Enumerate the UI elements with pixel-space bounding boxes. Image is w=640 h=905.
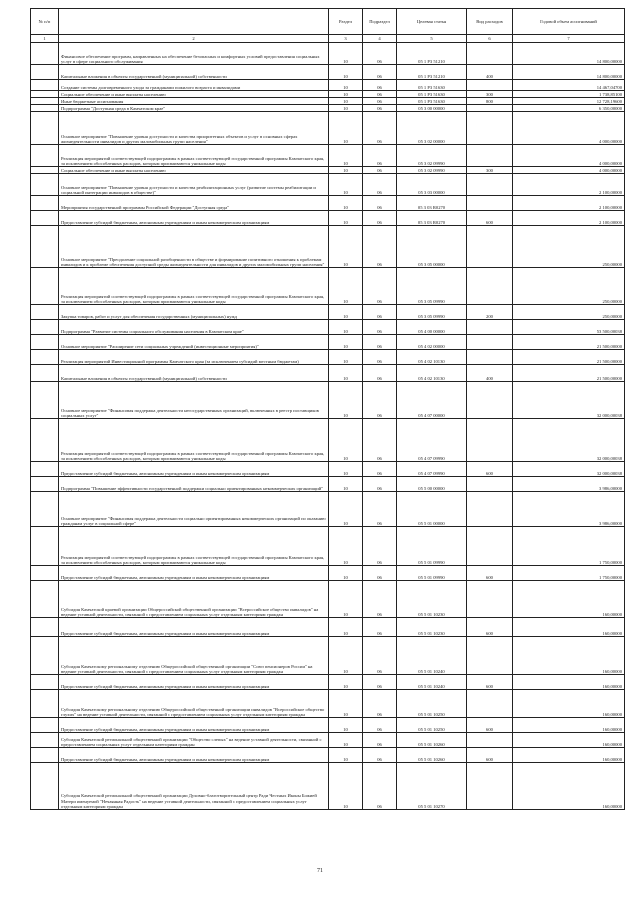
- row-number-cell: [31, 763, 59, 810]
- row-expense-type-cell: [467, 226, 513, 268]
- row-number-cell: [31, 637, 59, 675]
- row-target-article-cell: 05 3 03 R0270: [397, 196, 467, 211]
- row-razdel-cell: 10: [329, 320, 363, 335]
- header-annual-amount: Годовой объем ассигнований: [513, 9, 625, 35]
- row-razdel-cell: 10: [329, 527, 363, 566]
- row-podrazdel-cell: 06: [363, 226, 397, 268]
- row-razdel-cell: 10: [329, 637, 363, 675]
- row-name-cell: Основное мероприятие "Финансовая поддержка деятельности негосударственных организаций, включенных в реестр поставщиков социальных услуг": [59, 382, 329, 419]
- row-amount-cell: 2 100,00000: [513, 196, 625, 211]
- row-razdel-cell: 10: [329, 477, 363, 492]
- table-row: [31, 80, 625, 91]
- row-razdel-cell: 10: [329, 419, 363, 462]
- row-expense-type-cell: [467, 763, 513, 810]
- table-row: [31, 690, 625, 718]
- row-target-article-cell: 05 3 02 00000: [397, 112, 467, 145]
- row-name-cell: Основное мероприятие "Преодоление социальной разобщенности в обществе и формирование позитивного отношения к проблемам инвалидов и к проблеме обеспечения доступной среды жизнедеятельности для инвалидов и других маломобильных групп населения": [59, 226, 329, 268]
- row-amount-cell: 12 728,19600: [513, 98, 625, 105]
- row-name-cell: Предоставление субсидий бюджетным, автономным учреждениям и иным некоммерческим организациям: [59, 211, 329, 226]
- page-number: 71: [317, 868, 323, 874]
- row-name-cell: Предоставление субсидий бюджетным, автономным учреждениям и иным некоммерческим организациям: [59, 718, 329, 733]
- table-row: [31, 566, 625, 581]
- row-target-article-cell: 05 3 05 09990: [397, 305, 467, 320]
- row-name-cell: Реализация мероприятий Инвестиционной программы Камчатского края (за исключением субсидий местным бюджетам): [59, 350, 329, 365]
- row-target-article-cell: 05 5 01 10240: [397, 637, 467, 675]
- row-podrazdel-cell: 06: [363, 268, 397, 305]
- row-name-cell: Иные бюджетные ассигнования: [59, 98, 329, 105]
- row-podrazdel-cell: 06: [363, 80, 397, 91]
- row-target-article-cell: 05 1 P3 51630: [397, 98, 467, 105]
- row-number-cell: [31, 112, 59, 145]
- row-name-cell: Субсидия Камчатскому региональному отделению Общероссийской общественной организации "Союз пенсионеров России" на ведение уставной деятельности, связанной с предоставлением социальных услуг отдельным категориям граждан: [59, 637, 329, 675]
- row-podrazdel-cell: 06: [363, 527, 397, 566]
- row-podrazdel-cell: 06: [363, 637, 397, 675]
- row-expense-type-cell: [467, 690, 513, 718]
- row-number-cell: [31, 618, 59, 637]
- row-number-cell: [31, 226, 59, 268]
- table-row: [31, 91, 625, 98]
- column-index: 5: [397, 35, 467, 43]
- row-number-cell: [31, 268, 59, 305]
- table-row: [31, 167, 625, 174]
- row-amount-cell: 2 100,00000: [513, 211, 625, 226]
- row-podrazdel-cell: 06: [363, 112, 397, 145]
- row-podrazdel-cell: 06: [363, 566, 397, 581]
- row-name-cell: Создание системы долговременного ухода за гражданами пожилого возраста и инвалидами: [59, 80, 329, 91]
- row-target-article-cell: 05 4 07 09990: [397, 419, 467, 462]
- row-amount-cell: 3 986,00000: [513, 477, 625, 492]
- row-number-cell: [31, 305, 59, 320]
- row-expense-type-cell: 200: [467, 305, 513, 320]
- header-expense-type: Вид расходов: [467, 9, 513, 35]
- table-row: [31, 305, 625, 320]
- row-expense-type-cell: 300: [467, 91, 513, 98]
- row-razdel-cell: 10: [329, 690, 363, 718]
- header-target-article: Целевая статья: [397, 9, 467, 35]
- row-name-cell: Реализация мероприятий соответствующей подпрограммы в рамках соответствующей государственной программы Камчатского края, за исключением обособленных расходов, которым присваиваются уникальные коды: [59, 527, 329, 566]
- row-name-cell: Основное мероприятие "Повышение уровня доступности и качества реабилитационных услуг (развитие системы реабилитации и социальной интеграции инвалидов в обществе)": [59, 174, 329, 196]
- row-target-article-cell: 05 5 00 00000: [397, 477, 467, 492]
- table-row: [31, 226, 625, 268]
- column-index: 6: [467, 35, 513, 43]
- column-index-row: [31, 35, 625, 43]
- row-razdel-cell: 10: [329, 167, 363, 174]
- row-expense-type-cell: [467, 382, 513, 419]
- row-amount-cell: 14 467,04700: [513, 80, 625, 91]
- row-target-article-cell: 05 1 P3 51630: [397, 80, 467, 91]
- row-number-cell: [31, 492, 59, 527]
- row-expense-type-cell: [467, 581, 513, 618]
- row-podrazdel-cell: 06: [363, 733, 397, 748]
- row-podrazdel-cell: 06: [363, 211, 397, 226]
- table-row: [31, 350, 625, 365]
- row-razdel-cell: 10: [329, 763, 363, 810]
- row-expense-type-cell: [467, 80, 513, 91]
- row-podrazdel-cell: 06: [363, 365, 397, 382]
- row-amount-cell: 160,00000: [513, 733, 625, 748]
- row-amount-cell: 250,00000: [513, 305, 625, 320]
- row-expense-type-cell: 800: [467, 98, 513, 105]
- row-razdel-cell: 10: [329, 145, 363, 167]
- row-target-article-cell: 05 4 07 00000: [397, 382, 467, 419]
- row-razdel-cell: 10: [329, 350, 363, 365]
- table-row: [31, 43, 625, 65]
- row-amount-cell: 32 000,00038: [513, 462, 625, 477]
- row-name-cell: Закупка товаров, работ и услуг для обеспечения государственных (муниципальных) нужд: [59, 305, 329, 320]
- row-amount-cell: 4 000,00000: [513, 145, 625, 167]
- row-podrazdel-cell: 06: [363, 675, 397, 690]
- table-row: [31, 112, 625, 145]
- header-row: [31, 9, 625, 35]
- row-razdel-cell: 10: [329, 382, 363, 419]
- row-expense-type-cell: 600: [467, 566, 513, 581]
- table-row: [31, 174, 625, 196]
- row-amount-cell: 160,00000: [513, 763, 625, 810]
- header-num: № п/п: [31, 9, 59, 35]
- row-name-cell: Предоставление субсидий бюджетным, автономным учреждениям и иным некоммерческим организациям: [59, 748, 329, 763]
- table-row: [31, 637, 625, 675]
- row-name-cell: Подпрограмма "Доступная среда в Камчатском крае": [59, 105, 329, 112]
- row-podrazdel-cell: 06: [363, 196, 397, 211]
- row-podrazdel-cell: 06: [363, 43, 397, 65]
- row-name-cell: Реализация мероприятий соответствующей подпрограммы в рамках соответствующей государственной программы Камчатского края, за исключением обособленных расходов, которым присваиваются уникальные коды: [59, 145, 329, 167]
- row-amount-cell: 1 738,85100: [513, 91, 625, 98]
- row-number-cell: [31, 167, 59, 174]
- row-number-cell: [31, 462, 59, 477]
- row-razdel-cell: 10: [329, 675, 363, 690]
- row-name-cell: Реализация мероприятий соответствующей подпрограммы в рамках соответствующей государственной программы Камчатского края, за исключением обособленных расходов, которым присваиваются уникальные коды: [59, 419, 329, 462]
- row-podrazdel-cell: 06: [363, 382, 397, 419]
- row-name-cell: Предоставление субсидий бюджетным, автономным учреждениям и иным некоммерческим организациям: [59, 462, 329, 477]
- row-target-article-cell: 05 4 00 00000: [397, 320, 467, 335]
- row-name-cell: Субсидия Камчатской региональной общественной организации Духовно-благотворительный центр Ради Честных Иконы Божией Матери именуемой "Нечаянная Радость" на ведение уставной деятельности, связанной с предоставлением социальных услуг отдельным категориям граждан: [59, 763, 329, 810]
- row-podrazdel-cell: 06: [363, 320, 397, 335]
- row-name-cell: Предоставление субсидий бюджетным, автономным учреждениям и иным некоммерческим организациям: [59, 675, 329, 690]
- row-target-article-cell: 05 5 01 10250: [397, 718, 467, 733]
- row-expense-type-cell: 300: [467, 167, 513, 174]
- row-amount-cell: 32 000,00038: [513, 382, 625, 419]
- row-expense-type-cell: [467, 419, 513, 462]
- row-expense-type-cell: [467, 733, 513, 748]
- row-razdel-cell: 10: [329, 65, 363, 80]
- row-expense-type-cell: [467, 637, 513, 675]
- row-podrazdel-cell: 06: [363, 65, 397, 80]
- row-number-cell: [31, 335, 59, 350]
- row-razdel-cell: 10: [329, 112, 363, 145]
- table-row: [31, 748, 625, 763]
- row-target-article-cell: 05 5 01 10270: [397, 763, 467, 810]
- row-razdel-cell: 10: [329, 98, 363, 105]
- row-amount-cell: 21 500,00000: [513, 335, 625, 350]
- row-target-article-cell: 05 4 02 10130: [397, 365, 467, 382]
- row-target-article-cell: 05 3 02 09990: [397, 145, 467, 167]
- row-amount-cell: 1 750,00000: [513, 566, 625, 581]
- row-expense-type-cell: [467, 105, 513, 112]
- row-amount-cell: 2 100,00000: [513, 174, 625, 196]
- table-row: [31, 733, 625, 748]
- row-target-article-cell: 05 5 01 10260: [397, 733, 467, 748]
- row-amount-cell: 250,00000: [513, 268, 625, 305]
- row-razdel-cell: 10: [329, 80, 363, 91]
- row-name-cell: Основное мероприятие "Финансовая поддержка деятельности социально ориентированных некоммерческих организаций по оказанию гражданам услуг в социальной сфере": [59, 492, 329, 527]
- row-amount-cell: 21 500,00000: [513, 365, 625, 382]
- row-podrazdel-cell: 06: [363, 492, 397, 527]
- row-number-cell: [31, 65, 59, 80]
- row-amount-cell: 160,00000: [513, 618, 625, 637]
- row-number-cell: [31, 98, 59, 105]
- column-index: 4: [363, 35, 397, 43]
- row-amount-cell: 21 500,00000: [513, 350, 625, 365]
- table-row: [31, 581, 625, 618]
- row-number-cell: [31, 211, 59, 226]
- row-razdel-cell: 10: [329, 581, 363, 618]
- table-row: [31, 335, 625, 350]
- table-row: [31, 419, 625, 462]
- row-name-cell: Подпрограмма "Повышение эффективности государственной поддержки социально ориентированных некоммерческих организаций": [59, 477, 329, 492]
- row-number-cell: [31, 196, 59, 211]
- row-razdel-cell: 10: [329, 462, 363, 477]
- row-name-cell: Подпрограмма "Развитие системы социального обслуживания населения в Камчатском крае": [59, 320, 329, 335]
- header-podrazdel: Подраздел: [363, 9, 397, 35]
- row-podrazdel-cell: 06: [363, 462, 397, 477]
- table-row: [31, 382, 625, 419]
- row-target-article-cell: 05 5 01 10260: [397, 748, 467, 763]
- row-razdel-cell: 10: [329, 492, 363, 527]
- row-amount-cell: 160,00000: [513, 748, 625, 763]
- row-expense-type-cell: [467, 335, 513, 350]
- row-target-article-cell: 05 5 01 10230: [397, 618, 467, 637]
- table-row: [31, 196, 625, 211]
- table-row: [31, 145, 625, 167]
- row-amount-cell: 3 986,00000: [513, 492, 625, 527]
- table-row: [31, 492, 625, 527]
- row-name-cell: Капитальные вложения в объекты государственной (муниципальной) собственности: [59, 365, 329, 382]
- row-razdel-cell: 10: [329, 566, 363, 581]
- row-podrazdel-cell: 06: [363, 305, 397, 320]
- row-expense-type-cell: 600: [467, 618, 513, 637]
- row-target-article-cell: 05 5 01 09990: [397, 566, 467, 581]
- row-razdel-cell: 10: [329, 174, 363, 196]
- row-target-article-cell: 05 1 P3 51210: [397, 65, 467, 80]
- table-row: [31, 477, 625, 492]
- column-index: 2: [59, 35, 329, 43]
- row-expense-type-cell: 600: [467, 675, 513, 690]
- row-expense-type-cell: 400: [467, 65, 513, 80]
- row-name-cell: Капитальные вложения в объекты государственной (муниципальной) собственности: [59, 65, 329, 80]
- header-name: [59, 9, 329, 35]
- row-name-cell: Субсидия Камчатской региональной общественной организации "Общество слепых" на ведение уставной деятельности, связанной с предоставлением социальных услуг отдельным категориям граждан: [59, 733, 329, 748]
- row-podrazdel-cell: 06: [363, 98, 397, 105]
- header-razdel: Раздел: [329, 9, 363, 35]
- row-name-cell: Предоставление субсидий бюджетным, автономным учреждениям и иным некоммерческим организациям: [59, 566, 329, 581]
- row-amount-cell: 160,00000: [513, 675, 625, 690]
- row-podrazdel-cell: 06: [363, 105, 397, 112]
- row-expense-type-cell: 600: [467, 462, 513, 477]
- table-row: [31, 65, 625, 80]
- row-razdel-cell: 10: [329, 748, 363, 763]
- row-expense-type-cell: [467, 492, 513, 527]
- row-number-cell: [31, 581, 59, 618]
- row-podrazdel-cell: 06: [363, 167, 397, 174]
- row-target-article-cell: 05 3 02 09990: [397, 167, 467, 174]
- row-name-cell: Основное мероприятие "Повышение уровня доступности и качества приоритетных объектов и услуг в основных сферах жизнедеятельности инвалидов и других маломобильных групп населения": [59, 112, 329, 145]
- row-amount-cell: 53 500,00038: [513, 320, 625, 335]
- row-name-cell: Мероприятия государственной программы Российской Федерации "Доступная среда": [59, 196, 329, 211]
- table-body: [31, 43, 625, 810]
- row-number-cell: [31, 748, 59, 763]
- budget-table: [30, 8, 625, 810]
- row-number-cell: [31, 733, 59, 748]
- row-razdel-cell: 10: [329, 196, 363, 211]
- row-podrazdel-cell: 06: [363, 335, 397, 350]
- row-podrazdel-cell: 06: [363, 618, 397, 637]
- row-name-cell: Субсидия Камчатскому региональному отделению Общероссийской общественной организации инвалидов "Всероссийское общество глухих" на ведение уставной деятельности, связанной с предоставлением социальных услуг отдельным категориям граждан: [59, 690, 329, 718]
- row-razdel-cell: 10: [329, 211, 363, 226]
- row-number-cell: [31, 690, 59, 718]
- row-number-cell: [31, 91, 59, 98]
- row-expense-type-cell: 600: [467, 211, 513, 226]
- table-row: [31, 268, 625, 305]
- row-name-cell: Реализация мероприятий соответствующей подпрограммы в рамках соответствующей государственной программы Камчатского края, за исключением обособленных расходов, которым присваиваются уникальные коды: [59, 268, 329, 305]
- row-podrazdel-cell: 06: [363, 145, 397, 167]
- row-razdel-cell: 10: [329, 718, 363, 733]
- row-podrazdel-cell: 06: [363, 690, 397, 718]
- row-target-article-cell: 05 4 07 09990: [397, 462, 467, 477]
- row-number-cell: [31, 105, 59, 112]
- row-expense-type-cell: [467, 145, 513, 167]
- column-index: 1: [31, 35, 59, 43]
- row-razdel-cell: 10: [329, 105, 363, 112]
- table-row: [31, 365, 625, 382]
- row-amount-cell: 32 000,00038: [513, 419, 625, 462]
- row-razdel-cell: 10: [329, 43, 363, 65]
- row-podrazdel-cell: 06: [363, 763, 397, 810]
- row-razdel-cell: 10: [329, 618, 363, 637]
- row-target-article-cell: 05 3 03 00000: [397, 174, 467, 196]
- row-amount-cell: 14 800,00000: [513, 65, 625, 80]
- table-row: [31, 211, 625, 226]
- row-expense-type-cell: [467, 112, 513, 145]
- row-expense-type-cell: [467, 174, 513, 196]
- row-razdel-cell: 10: [329, 91, 363, 98]
- table-row: [31, 98, 625, 105]
- row-razdel-cell: 10: [329, 305, 363, 320]
- row-podrazdel-cell: 06: [363, 91, 397, 98]
- row-target-article-cell: 05 1 P3 51210: [397, 43, 467, 65]
- row-number-cell: [31, 320, 59, 335]
- row-podrazdel-cell: 06: [363, 718, 397, 733]
- row-name-cell: Социальное обеспечение и иные выплаты населению: [59, 167, 329, 174]
- row-expense-type-cell: [467, 350, 513, 365]
- row-amount-cell: 160,00000: [513, 581, 625, 618]
- column-index: 7: [513, 35, 625, 43]
- row-number-cell: [31, 382, 59, 419]
- row-razdel-cell: 10: [329, 268, 363, 305]
- row-number-cell: [31, 477, 59, 492]
- row-amount-cell: 160,00000: [513, 637, 625, 675]
- row-target-article-cell: 05 5 01 00000: [397, 492, 467, 527]
- row-number-cell: [31, 675, 59, 690]
- row-target-article-cell: 05 4 02 10130: [397, 350, 467, 365]
- row-target-article-cell: 05 5 01 10230: [397, 581, 467, 618]
- row-podrazdel-cell: 06: [363, 477, 397, 492]
- row-expense-type-cell: [467, 196, 513, 211]
- row-amount-cell: 160,00000: [513, 718, 625, 733]
- row-podrazdel-cell: 06: [363, 581, 397, 618]
- row-number-cell: [31, 419, 59, 462]
- row-amount-cell: 160,00000: [513, 690, 625, 718]
- row-name-cell: Финансовое обеспечение программ, направленных на обеспечение безопасных и комфортных условий предоставления социальных услуг в сфере социального обслуживания: [59, 43, 329, 65]
- row-number-cell: [31, 80, 59, 91]
- row-razdel-cell: 10: [329, 226, 363, 268]
- row-amount-cell: 4 000,00000: [513, 167, 625, 174]
- row-number-cell: [31, 174, 59, 196]
- row-razdel-cell: 10: [329, 335, 363, 350]
- row-target-article-cell: 05 3 03 R0270: [397, 211, 467, 226]
- table-row: [31, 462, 625, 477]
- row-target-article-cell: 05 5 01 10240: [397, 675, 467, 690]
- row-expense-type-cell: 600: [467, 748, 513, 763]
- row-expense-type-cell: [467, 268, 513, 305]
- row-target-article-cell: 05 3 05 00000: [397, 226, 467, 268]
- table-row: [31, 618, 625, 637]
- row-target-article-cell: 05 5 01 10250: [397, 690, 467, 718]
- table-row: [31, 763, 625, 810]
- row-name-cell: Предоставление субсидий бюджетным, автономным учреждениям и иным некоммерческим организациям: [59, 618, 329, 637]
- row-target-article-cell: 05 3 05 09990: [397, 268, 467, 305]
- row-expense-type-cell: 400: [467, 365, 513, 382]
- row-target-article-cell: 05 1 P3 51630: [397, 91, 467, 98]
- row-name-cell: Основное мероприятие "Расширение сети социальных учреждений (инвестиционные мероприятия)": [59, 335, 329, 350]
- row-number-cell: [31, 527, 59, 566]
- row-target-article-cell: 05 5 01 09990: [397, 527, 467, 566]
- row-expense-type-cell: 600: [467, 718, 513, 733]
- row-razdel-cell: 10: [329, 365, 363, 382]
- row-amount-cell: 14 800,00000: [513, 43, 625, 65]
- table-row: [31, 675, 625, 690]
- row-target-article-cell: 05 3 00 00000: [397, 105, 467, 112]
- row-expense-type-cell: [467, 527, 513, 566]
- row-name-cell: Субсидия Камчатской краевой организации Общероссийской общественной организации "Всероссийское общество инвалидов" на ведение уставной деятельности, связанной с предоставлением социальных услуг отдельным категориям граждан: [59, 581, 329, 618]
- row-expense-type-cell: [467, 43, 513, 65]
- row-podrazdel-cell: 06: [363, 174, 397, 196]
- row-number-cell: [31, 365, 59, 382]
- table-row: [31, 105, 625, 112]
- row-number-cell: [31, 718, 59, 733]
- row-expense-type-cell: [467, 477, 513, 492]
- row-number-cell: [31, 350, 59, 365]
- row-amount-cell: 6 350,00000: [513, 105, 625, 112]
- row-expense-type-cell: [467, 320, 513, 335]
- row-razdel-cell: 10: [329, 733, 363, 748]
- row-number-cell: [31, 145, 59, 167]
- row-number-cell: [31, 43, 59, 65]
- row-name-cell: Социальное обеспечение и иные выплаты населению: [59, 91, 329, 98]
- column-index: 3: [329, 35, 363, 43]
- table-row: [31, 527, 625, 566]
- row-number-cell: [31, 566, 59, 581]
- row-amount-cell: 250,00000: [513, 226, 625, 268]
- row-podrazdel-cell: 06: [363, 419, 397, 462]
- row-podrazdel-cell: 06: [363, 748, 397, 763]
- row-amount-cell: 1 750,00000: [513, 527, 625, 566]
- table-row: [31, 718, 625, 733]
- row-amount-cell: 4 000,00000: [513, 112, 625, 145]
- row-podrazdel-cell: 06: [363, 350, 397, 365]
- row-target-article-cell: 05 4 02 00000: [397, 335, 467, 350]
- table-row: [31, 320, 625, 335]
